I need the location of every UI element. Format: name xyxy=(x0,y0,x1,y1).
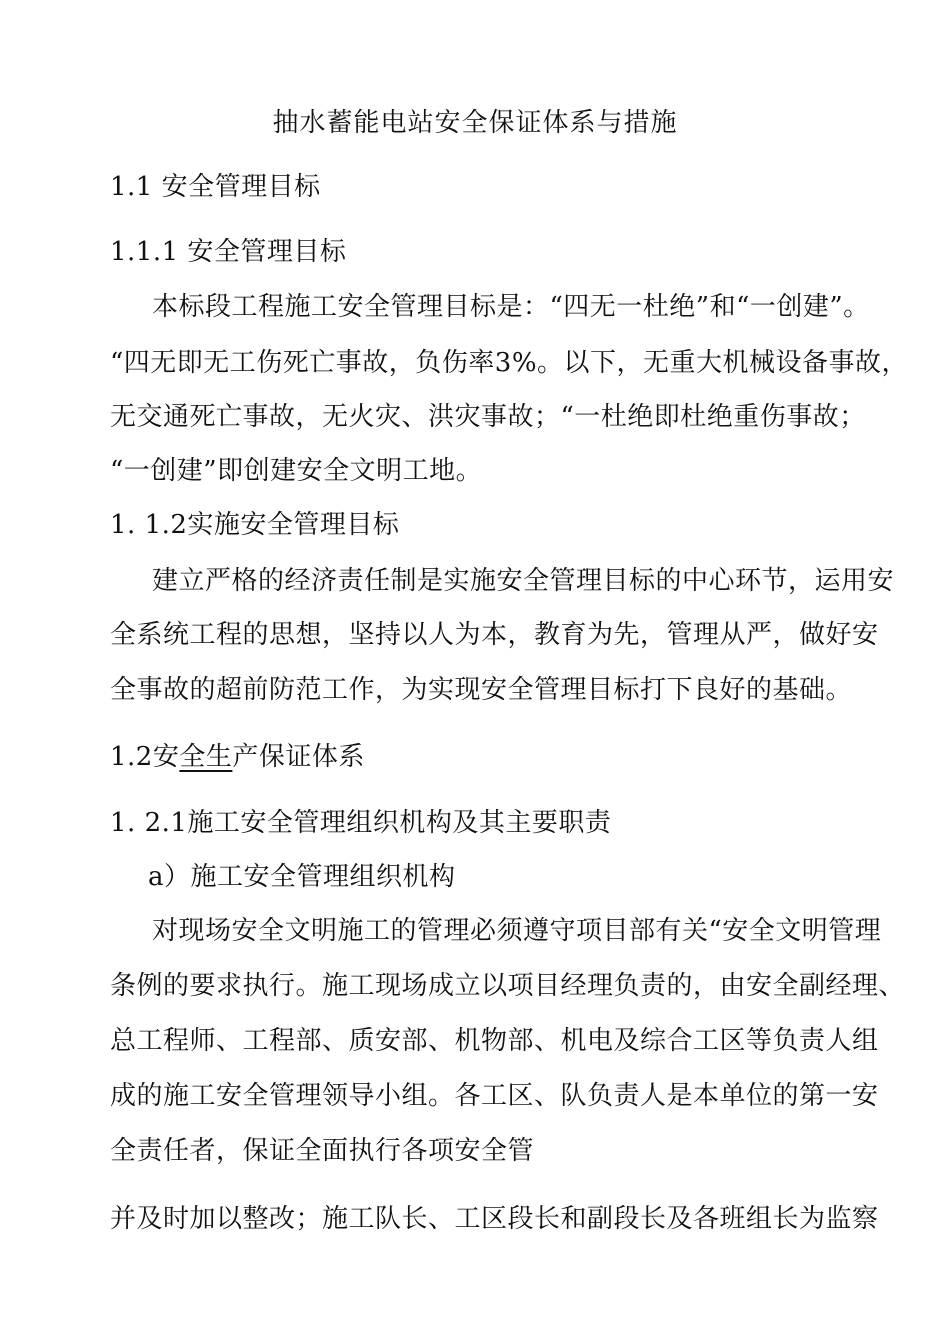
document-title: 抽水蓄能电站安全保证体系与措施 xyxy=(272,108,678,138)
paragraph-line: 本标段工程施工安全管理目标是：“四无一杜绝”和“一创建”。 xyxy=(152,292,870,322)
paragraph-line: “一创建”即创建安全文明工地。 xyxy=(110,456,483,486)
paragraph-line: 对现场安全文明施工的管理必须遵守项目部有关“安全文明管理 xyxy=(152,916,882,946)
paragraph-line: 全事故的超前防范工作，为实现安全管理目标打下良好的基础。 xyxy=(110,675,853,705)
section-heading-1-2-suffix: 产保证体系 xyxy=(232,742,365,772)
paragraph-line: “四无即无工伤死亡事故，负伤率3%。以下，无重大机械设备事故， xyxy=(110,348,909,378)
list-item-a: a）施工安全管理组织机构 xyxy=(148,862,456,892)
section-heading-1-2-prefix: 1.2安 xyxy=(110,742,180,772)
paragraph-line: 总工程师、工程部、质安部、机物部、机电及综合工区等负责人组 xyxy=(110,1026,879,1056)
paragraph-line: 并及时加以整改；施工队长、工区段长和副段长及各班组长为监察 xyxy=(110,1204,879,1234)
section-heading-1-2-underlined: 全生 xyxy=(179,742,233,772)
paragraph-line: 条例的要求执行。施工现场成立以项目经理负责的，由安全副经理、 xyxy=(110,971,906,1001)
paragraph-line: 建立严格的经济责任制是实施安全管理目标的中心环节，运用安 xyxy=(152,566,895,596)
section-heading-1-2-1: 1. 2.1施工安全管理组织机构及其主要职责 xyxy=(110,808,612,838)
section-heading-1-1-1: 1.1.1 安全管理目标 xyxy=(110,237,347,267)
paragraph-line: 成的施工安全管理领导小组。各工区、队负责人是本单位的第一安 xyxy=(110,1081,879,1111)
section-heading-1-1: 1.1 安全管理目标 xyxy=(110,172,321,202)
paragraph-line: 全责任者，保证全面执行各项安全管 xyxy=(110,1136,535,1166)
section-heading-1-1-2: 1. 1.2实施安全管理目标 xyxy=(110,510,400,540)
paragraph-line: 无交通死亡事故，无火灾、洪灾事故；“一杜绝即杜绝重伤事故； xyxy=(110,402,866,432)
paragraph-line: 全系统工程的思想，坚持以人为本，教育为先，管理从严，做好安 xyxy=(110,620,879,650)
section-heading-1-2 xyxy=(110,740,365,774)
